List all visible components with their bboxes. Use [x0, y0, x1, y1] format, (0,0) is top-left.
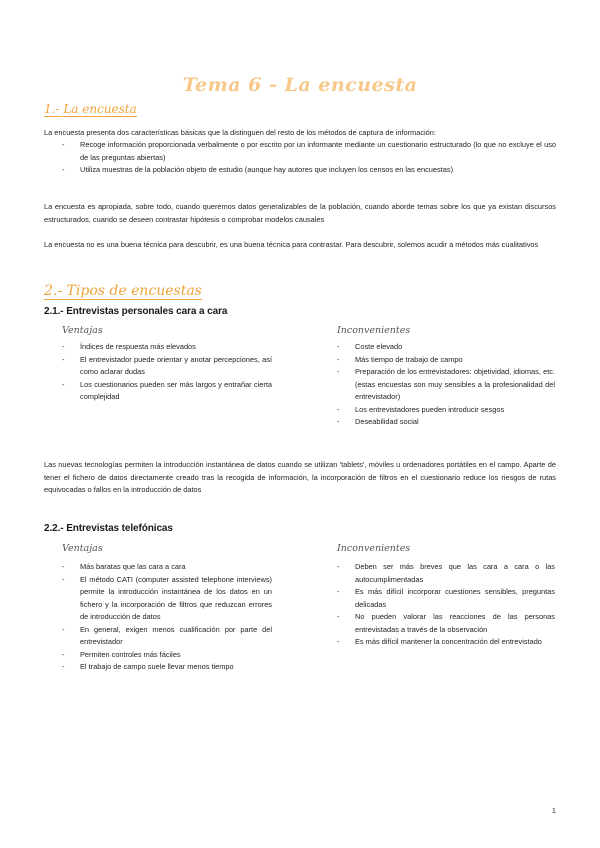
- disadvantages-list-1: [337, 341, 555, 429]
- list-item: - Permiten controles más fáciles: [62, 649, 272, 662]
- list-item: - Deben ser más breves que las cara a cara o las autocumplimentadas: [337, 561, 555, 586]
- list-item: - Los entrevistadores pueden introducir sesgos: [337, 404, 555, 417]
- list-item: - Los cuestionarios pueden ser más largos y entrañar cierta complejidad: [62, 379, 272, 404]
- subsection-2-1-note: Las nuevas tecnologías permiten la introducción instantánea de datos cuando se utilizan 'tablets', móviles u ordenadores portátiles en el campo. Aparte de tener el fichero de datos directamente creado tras la recogida de información, la incorporación de filtros en el cuestionario reduce los riesgos de rutas equivocadas o fallos en la introducción de datos: [44, 460, 556, 494]
- disadvantages-title-1: Inconvenientes: [337, 325, 411, 336]
- page-number: 1: [551, 806, 556, 815]
- list-item: - Utiliza muestras de la población objeto de estudio (aunque hay autores que incluyen los censos en las encuestas): [62, 164, 556, 177]
- section-1-paragraph-2: La encuesta es apropiada, sobre todo, cuando queremos datos generalizables de la población, cuando aborde temas sobre los que ya existan discursos estructurados, cuando se deseen contrastar hipótesis o comprobar modelos causales: [44, 202, 556, 224]
- list-item: - Más baratas que las cara a cara: [62, 561, 272, 574]
- section-1-intro: La encuesta presenta dos características básicas que la distinguen del resto de los métodos de captura de información:: [44, 128, 436, 137]
- list-item: - Es más difícil mantener la concentración del entrevistado: [337, 636, 555, 649]
- disadvantages-list-2: [337, 561, 555, 649]
- list-item: - Índices de respuesta más elevados: [62, 341, 272, 354]
- list-item: - Preparación de los entrevistadores: objetividad, idiomas, etc. (estas encuestas son muy sensibles a la profesionalidad del entrevistador): [337, 366, 555, 404]
- list-item: - El entrevistador puede orientar y anotar percepciones, así como aclarar dudas: [62, 354, 272, 379]
- section-1-paragraph-3: La encuesta no es una buena técnica para descubrir, es una buena técnica para contrastar. Para descubrir, solemos acudir a métodos más cualitativos: [44, 240, 539, 249]
- advantages-list-1: [62, 341, 272, 404]
- list-item: - Deseabilidad social: [337, 416, 555, 429]
- list-item: - El trabajo de campo suele llevar menos tiempo: [62, 661, 272, 674]
- list-item: - Coste elevado: [337, 341, 555, 354]
- advantages-title-1: Ventajas: [62, 325, 103, 336]
- list-item: - Es más difícil incorporar cuestiones sensibles, preguntas delicadas: [337, 586, 555, 611]
- advantages-title-2: Ventajas: [62, 543, 103, 554]
- section-1-heading: 1.- La encuesta: [44, 102, 137, 116]
- list-item: - Más tiempo de trabajo de campo: [337, 354, 555, 367]
- advantages-list-2: [62, 561, 272, 674]
- list-item: - El método CATI (computer assisted telephone interviews) permite la introducción instantánea de los datos en un fichero y la incorporación de filtros que reduzcan errores de introducción de datos: [62, 574, 272, 624]
- subsection-2-2-heading: 2.2.- Entrevistas telefónicas: [44, 523, 173, 534]
- section-2-heading: 2.- Tipos de encuestas: [44, 283, 202, 299]
- list-item: - En general, exigen menos cualificación por parte del entrevistador: [62, 624, 272, 649]
- section-1-bullets: [62, 139, 556, 177]
- list-item: - No pueden valorar las reacciones de las personas entrevistadas a través de la observación: [337, 611, 555, 636]
- disadvantages-title-2: Inconvenientes: [337, 543, 411, 554]
- list-item: - Recoge información proporcionada verbalmente o por escrito por un informante mediante un cuestionario estructurado (lo que no excluye el uso de las preguntas abiertas): [62, 139, 556, 164]
- subsection-2-1-heading: 2.1.- Entrevistas personales cara a cara: [44, 306, 228, 317]
- page-title: Tema 6 - La encuesta: [182, 74, 418, 96]
